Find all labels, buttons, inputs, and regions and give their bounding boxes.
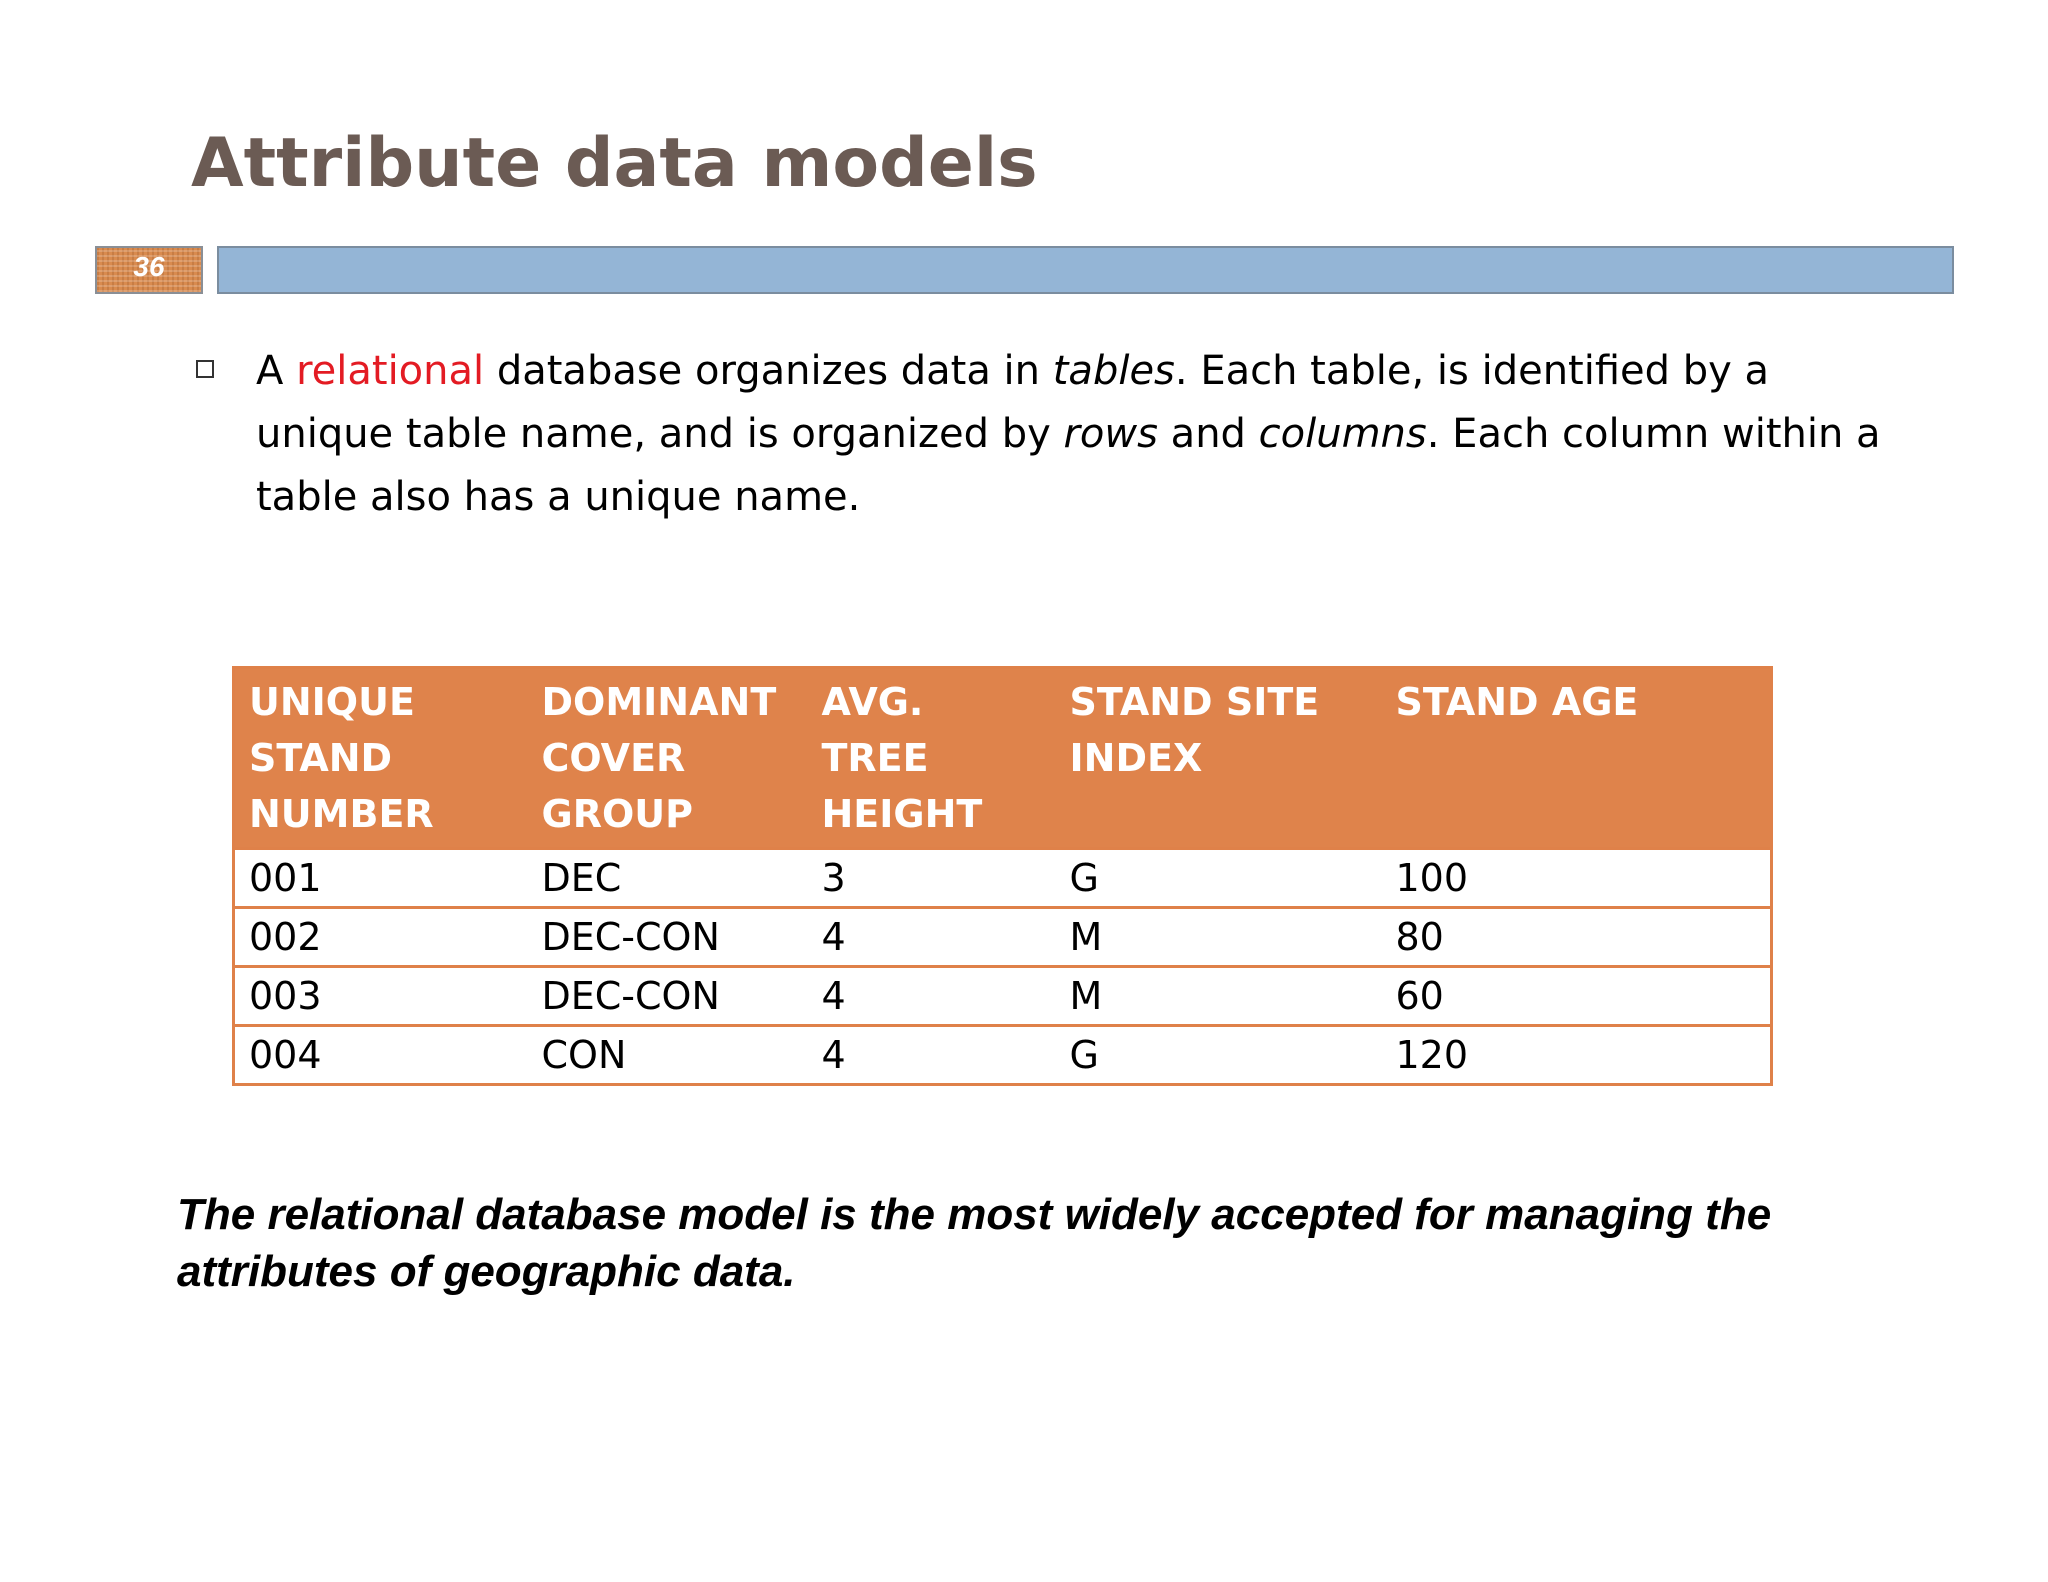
table-cell: 002 (234, 908, 528, 967)
table-cell: 4 (808, 908, 1056, 967)
table-cell: 004 (234, 1026, 528, 1085)
emphasis-rows: rows (1063, 411, 1158, 457)
table-cell: 4 (808, 1026, 1056, 1085)
table-cell: G (1056, 1026, 1382, 1085)
table-cell: G (1056, 849, 1382, 908)
table-row (234, 908, 1772, 967)
table-header-row (234, 668, 1772, 849)
header-stand-age: STAND AGE (1382, 668, 1772, 849)
bullet-text-part-1: database organizes data in (484, 348, 1053, 394)
summary-statement: The relational database model is the most widely accepted for managing the attributes of geographic data. (177, 1190, 1772, 1296)
header-dominant-cover-group: DOMINANT COVER GROUP (528, 668, 808, 849)
relational-highlight: relational (296, 348, 485, 394)
table-cell: DEC-CON (528, 908, 808, 967)
table-cell: 001 (234, 849, 528, 908)
table-cell: DEC-CON (528, 967, 808, 1026)
slide-title: Attribute data models (191, 124, 1038, 203)
table-cell: 003 (234, 967, 528, 1026)
bullet-point (196, 340, 1896, 529)
page-number-box (95, 246, 203, 294)
table-row (234, 967, 1772, 1026)
table-cell: 120 (1382, 1026, 1772, 1085)
square-bullet-icon (196, 360, 214, 378)
bullet-text-start: A (256, 348, 297, 394)
table-cell: 3 (808, 849, 1056, 908)
table-row (234, 1026, 1772, 1085)
header-unique-stand-number: UNIQUE STAND NUMBER (234, 668, 528, 849)
bullet-text-part-2: . Each table, is identified by a unique table name, and is organized by (256, 348, 1770, 457)
stand-attribute-table (232, 666, 1773, 1086)
emphasis-columns: columns (1258, 411, 1427, 457)
table-cell: DEC (528, 849, 808, 908)
table-cell: CON (528, 1026, 808, 1085)
table-cell: 80 (1382, 908, 1772, 967)
table-row (234, 849, 1772, 908)
page-number: 36 (133, 251, 165, 282)
table-cell: M (1056, 967, 1382, 1026)
table-cell: 60 (1382, 967, 1772, 1026)
emphasis-tables: tables (1052, 348, 1175, 394)
title-underline-bar (217, 246, 1954, 294)
bullet-text-part-3: and (1157, 411, 1259, 457)
table-cell: 100 (1382, 849, 1772, 908)
header-avg-tree-height: AVG. TREE HEIGHT (808, 668, 1056, 849)
header-stand-site-index: STAND SITE INDEX (1056, 668, 1382, 849)
bullet-text (256, 340, 1896, 529)
bullet-text-part-4: . Each column within a table also has a unique name. (256, 411, 1881, 520)
table-cell: 4 (808, 967, 1056, 1026)
table-cell: M (1056, 908, 1382, 967)
